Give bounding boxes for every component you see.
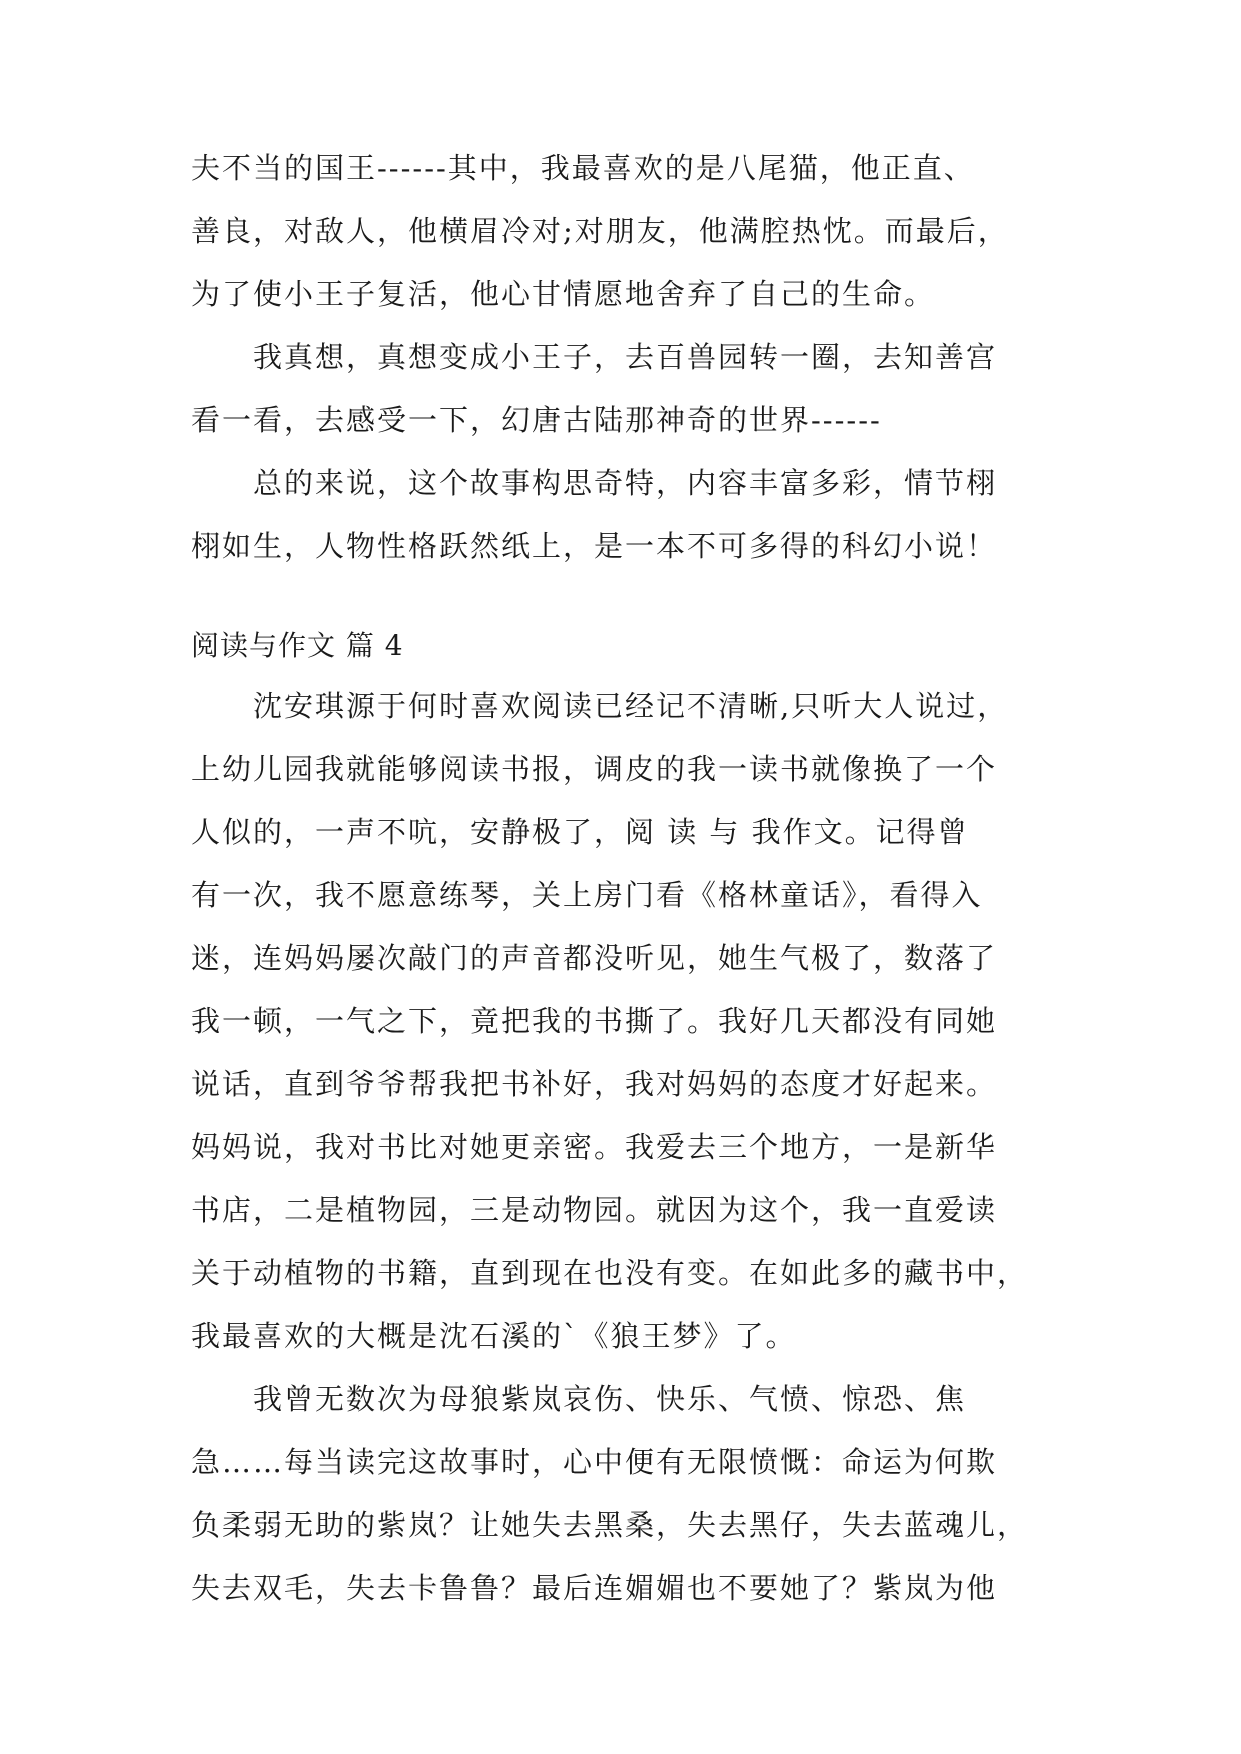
section-heading: 阅读与作文 篇 4 — [191, 629, 404, 662]
paragraph-line: 急……每当读完这故事时，心中便有无限愤慨：命运为何欺 — [191, 1445, 998, 1479]
paragraph-line: 总的来说，这个故事构思奇特，内容丰富多彩，情节栩 — [191, 466, 998, 500]
paragraph-line: 负柔弱无助的紫岚？让她失去黑桑，失去黑仔，失去蓝魂儿， — [191, 1508, 1029, 1542]
paragraph-line: 我最喜欢的大概是沈石溪的`《狼王梦》了。 — [191, 1319, 797, 1353]
paragraph-line: 善良，对敌人，他横眉冷对;对朋友，他满腔热忱。而最后， — [191, 214, 1009, 248]
paragraph-line: 说话，直到爷爷帮我把书补好，我对妈妈的态度才好起来。 — [191, 1067, 998, 1101]
paragraph-line: 上幼儿园我就能够阅读书报，调皮的我一读书就像换了一个 — [191, 752, 998, 786]
paragraph-line: 我曾无数次为母狼紫岚哀伤、快乐、气愤、惊恐、焦 — [191, 1382, 967, 1416]
paragraph-line: 妈妈说，我对书比对她更亲密。我爱去三个地方，一是新华 — [191, 1130, 998, 1164]
paragraph-line: 为了使小王子复活，他心甘情愿地舍弃了自己的生命。 — [191, 277, 936, 311]
paragraph-line: 栩如生，人物性格跃然纸上，是一本不可多得的科幻小说！ — [191, 529, 998, 563]
paragraph-line: 迷，连妈妈屡次敲门的声音都没听见，她生气极了，数落了 — [191, 941, 998, 975]
paragraph-line: 书店，二是植物园，三是动物园。就因为这个，我一直爱读 — [191, 1193, 998, 1227]
paragraph-line: 我一顿，一气之下，竟把我的书撕了。我好几天都没有同她 — [191, 1004, 998, 1038]
paragraph-line: 夫不当的国王------其中，我最喜欢的是八尾猫，他正直、 — [191, 151, 975, 185]
paragraph-line: 有一次，我不愿意练琴，关上房门看《格林童话》，看得入 — [191, 878, 983, 912]
paragraph-line: 看一看，去感受一下，幻唐古陆那神奇的世界------ — [191, 403, 882, 437]
paragraph-line: 失去双毛，失去卡鲁鲁？最后连媚媚也不要她了？紫岚为他 — [191, 1571, 998, 1605]
paragraph-line: 沈安琪源于何时喜欢阅读已经记不清晰,只听大人说过， — [191, 689, 1009, 723]
paragraph-line: 人似的，一声不吭，安静极了，阅 读 与 我作文。记得曾 — [191, 815, 969, 849]
paragraph-line: 我真想，真想变成小王子，去百兽园转一圈，去知善宫 — [191, 340, 998, 374]
paragraph-line: 关于动植物的书籍，直到现在也没有变。在如此多的藏书中， — [191, 1256, 1029, 1290]
